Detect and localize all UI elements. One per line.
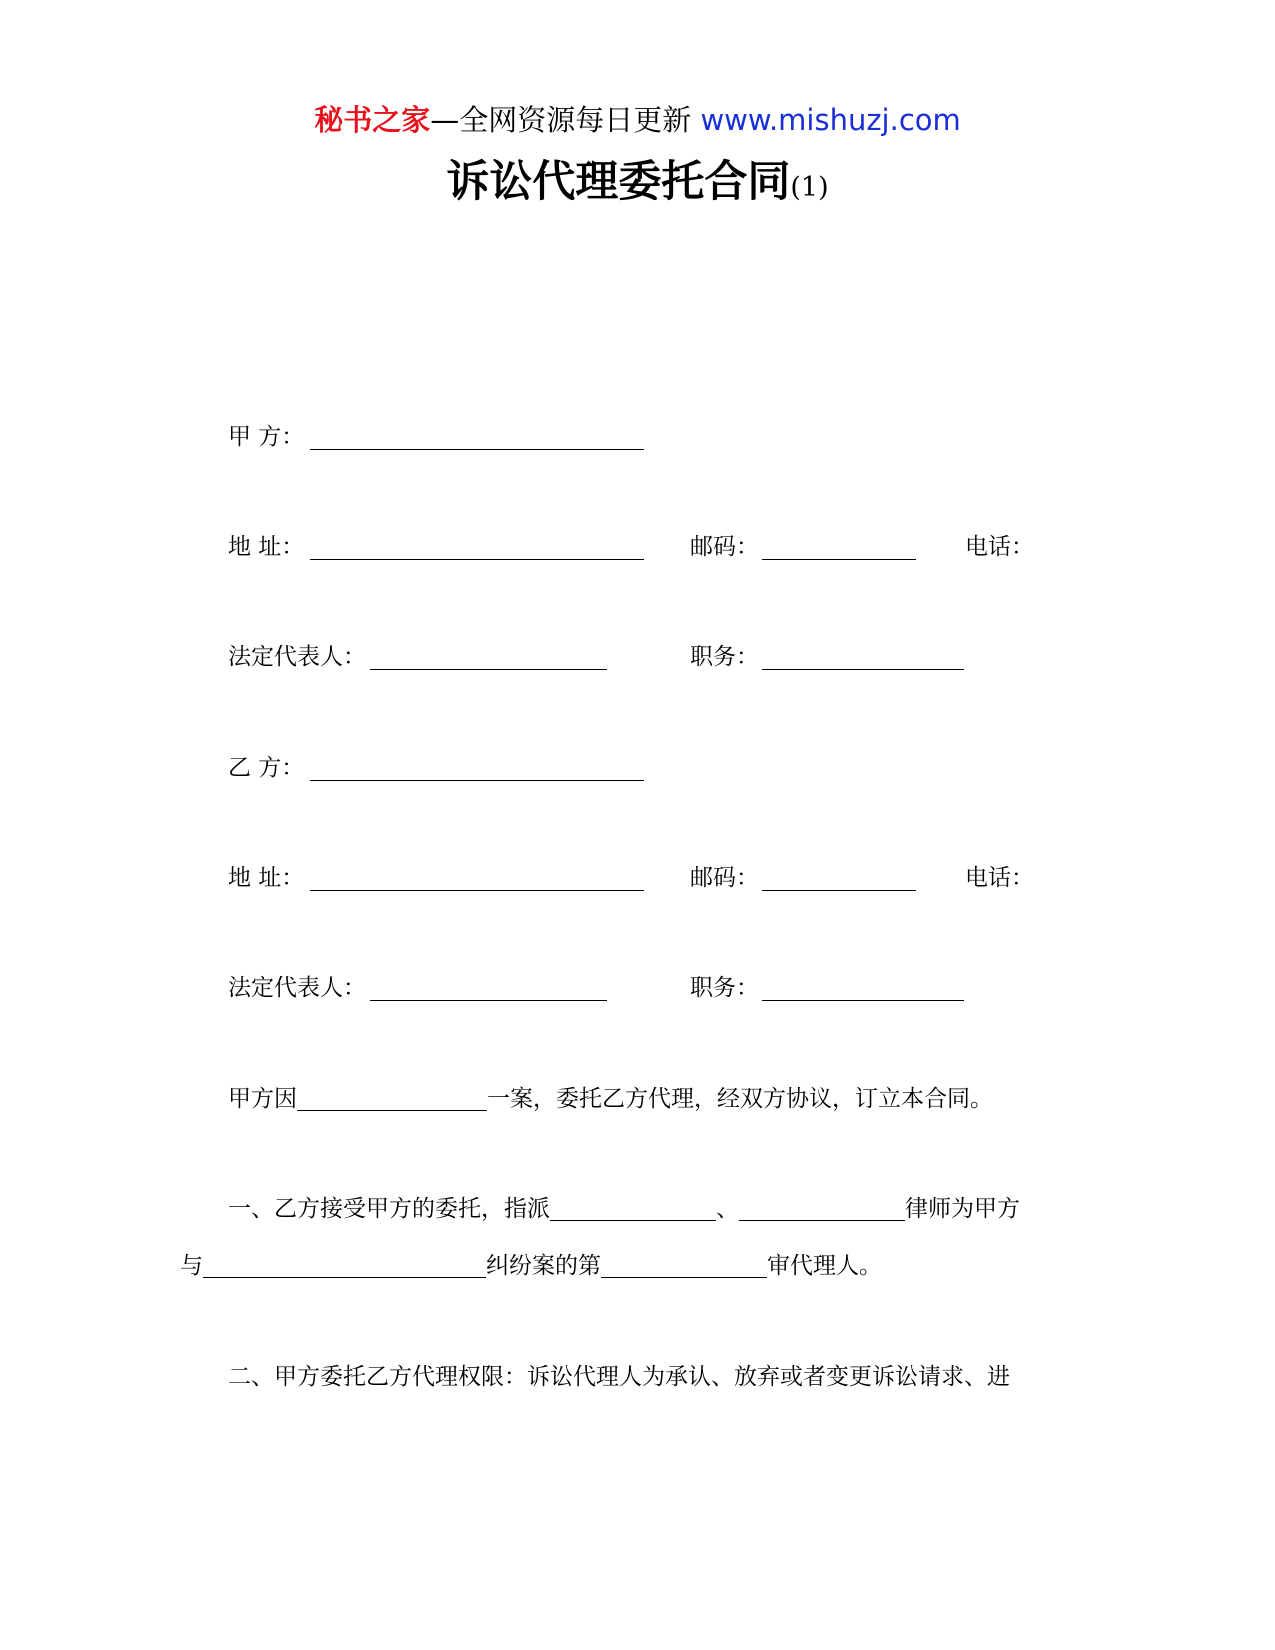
party-a-position-blank[interactable] xyxy=(762,669,964,670)
party-a-address-row xyxy=(228,531,1088,563)
party-a-name-row xyxy=(228,421,1088,453)
trial-instance-blank[interactable] xyxy=(601,1253,767,1278)
clause-1-part1: 一、乙方接受甲方的委托，指派 xyxy=(228,1196,550,1222)
party-b-address-label: 地 址： xyxy=(228,865,305,891)
party-b-position-label: 职务： xyxy=(690,975,759,1001)
lawyer-2-blank[interactable] xyxy=(739,1196,905,1221)
party-b-name-blank[interactable] xyxy=(310,780,644,781)
party-a-phone-label: 电话： xyxy=(965,534,1034,560)
clause-1-line-1 xyxy=(228,1193,1020,1225)
party-a-postcode-label: 邮码： xyxy=(690,534,759,560)
banner-url[interactable]: www.mishuzj.com xyxy=(700,103,961,137)
banner-slogan: —全网资源每日更新 xyxy=(430,103,701,137)
clause-1-part2: 律师为甲方 xyxy=(905,1196,1020,1222)
intro-suffix: 一案，委托乙方代理，经双方协议，订立本合同。 xyxy=(487,1086,993,1112)
party-a-address-label: 地 址： xyxy=(228,534,305,560)
party-b-postcode-blank[interactable] xyxy=(762,890,916,891)
title-main: 诉讼代理委托合同 xyxy=(446,157,791,207)
case-name-blank[interactable] xyxy=(297,1086,487,1111)
party-b-rep-label: 法定代表人： xyxy=(228,975,366,1001)
party-a-address-blank[interactable] xyxy=(310,559,644,560)
party-b-postcode-label: 邮码： xyxy=(690,865,759,891)
document-title xyxy=(0,152,1275,221)
clause-1-separator: 、 xyxy=(716,1196,739,1222)
party-b-rep-blank[interactable] xyxy=(370,1000,607,1001)
party-b-address-row xyxy=(228,862,1088,894)
party-a-rep-label: 法定代表人： xyxy=(228,644,366,670)
lawyer-1-blank[interactable] xyxy=(550,1196,716,1221)
intro-paragraph xyxy=(228,1083,993,1115)
party-a-rep-blank[interactable] xyxy=(370,669,607,670)
banner-site-name: 秘书之家 xyxy=(314,103,431,137)
party-b-address-blank[interactable] xyxy=(310,890,644,891)
clause-1-line2-suffix: 审代理人。 xyxy=(767,1253,882,1279)
site-banner xyxy=(0,100,1275,140)
clause-1-line2-mid: 纠纷案的第 xyxy=(486,1253,601,1279)
clause-1-line2-prefix: 与 xyxy=(180,1253,203,1279)
intro-prefix: 甲方因 xyxy=(228,1086,297,1112)
party-a-position-label: 职务： xyxy=(690,644,759,670)
party-b-position-blank[interactable] xyxy=(762,1000,964,1001)
party-a-rep-row xyxy=(228,641,1088,673)
party-a-postcode-blank[interactable] xyxy=(762,559,916,560)
opposing-party-blank[interactable] xyxy=(203,1253,486,1278)
party-b-name-label: 乙 方： xyxy=(228,755,305,781)
party-a-name-label: 甲 方： xyxy=(228,424,305,450)
clause-2-line-1 xyxy=(228,1361,1010,1393)
party-b-rep-row xyxy=(228,972,1088,1004)
clause-1-line-2 xyxy=(180,1250,882,1282)
title-suffix: (1) xyxy=(790,172,829,203)
clause-2-text: 二、甲方委托乙方代理权限：诉讼代理人为承认、放弃或者变更诉讼请求、进 xyxy=(228,1364,1010,1390)
party-b-phone-label: 电话： xyxy=(965,865,1034,891)
party-b-name-row xyxy=(228,752,1088,784)
party-a-name-blank[interactable] xyxy=(310,449,644,450)
